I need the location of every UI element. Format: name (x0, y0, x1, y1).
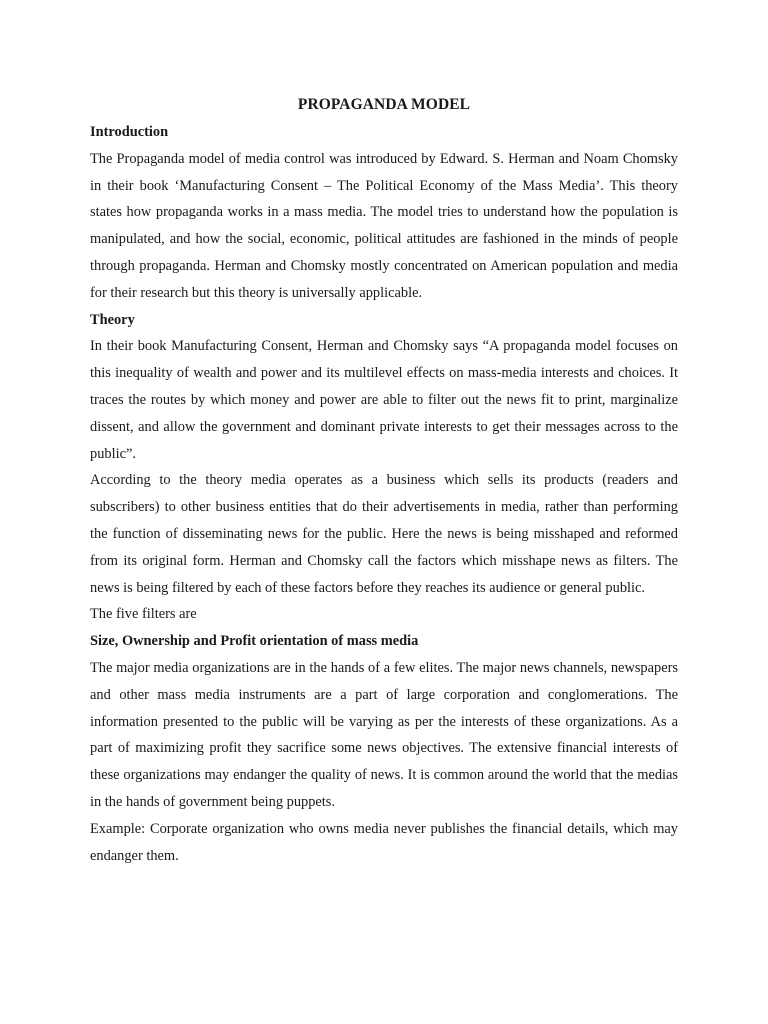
theory-paragraph-filters-intro: The five filters are (90, 606, 197, 623)
document-page (90, 92, 678, 869)
section-heading-size-ownership: Size, Ownership and Profit orientation of mass media (90, 633, 419, 650)
theory-paragraph-business: According to the theory media operates as a business which sells its products (readers and subscribers) to other business entities that do their advertisements in media, rather than performing the function of disseminating news for the public. Here the news is being misshaped and reformed from its original form. Herman and Chomsky call the factors which misshape news as filters. The news is being filtered by each of these factors before they reaches its audience or general public. (90, 472, 678, 596)
section-heading-theory: Theory (90, 311, 135, 328)
theory-paragraph-quote: In their book Manufacturing Consent, Herman and Chomsky says “A propaganda model focuses on this inequality of wealth and power and its multilevel effects on mass-media interests and choices. It traces the routes by which money and power are able to filter out the news fit to print, marginalize dissent, and allow the government and dominant private interests to get their messages across to the public”. (90, 338, 678, 462)
section-heading-introduction: Introduction (90, 124, 169, 140)
size-ownership-example-paragraph: Example: Corporate organization who owns media never publishes the financial details, which may endanger them. (90, 820, 678, 864)
document-title: PROPAGANDA MODEL (297, 96, 471, 113)
size-ownership-paragraph: The major media organizations are in the hands of a few elites. The major news channels, newspapers and other mass media instruments are a part of large corporation and conglomerations. The information presented to the public will be varying as per the interests of these organizations. As a part of maximizing profit they sacrifice some news objectives. The extensive financial interests of these organizations may endanger the quality of news. It is common around the world that the medias in the hands of government being puppets. (90, 659, 678, 810)
introduction-paragraph: The Propaganda model of media control was introduced by Edward. S. Herman and Noam Chomsky in their book ‘Manufacturing Consent – The Political Economy of the Mass Media’. This theory states how propaganda works in a mass media. The model tries to understand how the population is manipulated, and how the social, economic, political attitudes are fashioned in the minds of people through propaganda. Herman and Chomsky mostly concentrated on American population and media for their research but this theory is universally applicable. (90, 150, 678, 301)
